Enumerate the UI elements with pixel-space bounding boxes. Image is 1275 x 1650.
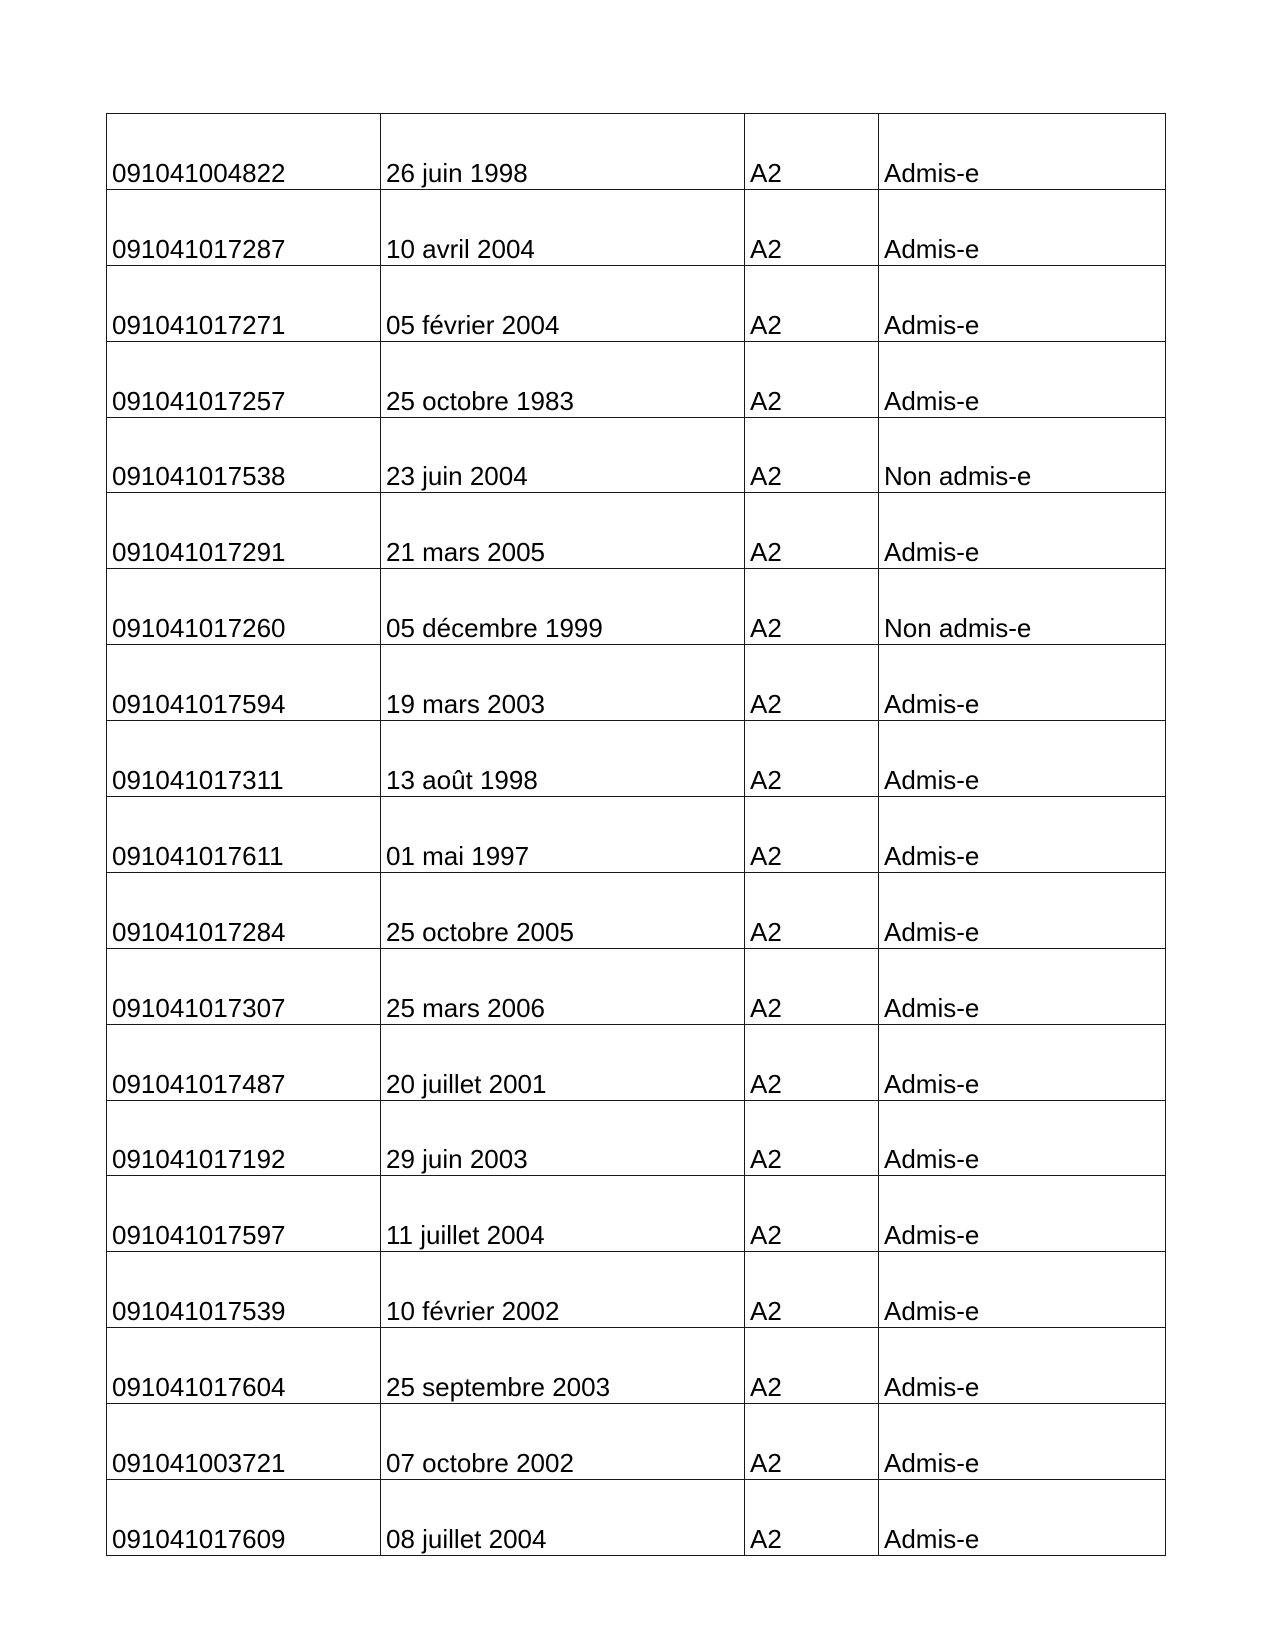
- result-status-cell: Admis-e: [879, 1404, 1166, 1480]
- result-status-cell: Admis-e: [879, 797, 1166, 873]
- result-status-cell: Admis-e: [879, 872, 1166, 948]
- result-status-cell: Admis-e: [879, 1480, 1166, 1556]
- level-cell: A2: [745, 189, 879, 265]
- level-cell: A2: [745, 872, 879, 948]
- table-row: [107, 1176, 1166, 1252]
- table-row: [107, 1404, 1166, 1480]
- table-row: [107, 721, 1166, 797]
- candidate-id-cell: 091041017291: [107, 493, 381, 569]
- result-status-cell: Admis-e: [879, 493, 1166, 569]
- candidate-id-cell: 091041017307: [107, 948, 381, 1024]
- result-status-cell: Admis-e: [879, 265, 1166, 341]
- candidate-id-cell: 091041017604: [107, 1328, 381, 1404]
- table-row: [107, 1024, 1166, 1100]
- candidate-id-cell: 091041017311: [107, 721, 381, 797]
- candidate-id-cell: 091041017611: [107, 797, 381, 873]
- candidate-id-cell: 091041017594: [107, 645, 381, 721]
- level-cell: A2: [745, 1252, 879, 1328]
- result-status-cell: Admis-e: [879, 948, 1166, 1024]
- result-status-cell: Admis-e: [879, 1100, 1166, 1176]
- level-cell: A2: [745, 493, 879, 569]
- birth-date-cell: 29 juin 2003: [381, 1100, 745, 1176]
- birth-date-cell: 26 juin 1998: [381, 114, 745, 190]
- level-cell: A2: [745, 948, 879, 1024]
- level-cell: A2: [745, 1176, 879, 1252]
- table-row: [107, 645, 1166, 721]
- level-cell: A2: [745, 1480, 879, 1556]
- candidate-id-cell: 091041017538: [107, 417, 381, 493]
- candidate-id-cell: 091041004822: [107, 114, 381, 190]
- birth-date-cell: 10 avril 2004: [381, 189, 745, 265]
- result-status-cell: Admis-e: [879, 1176, 1166, 1252]
- birth-date-cell: 13 août 1998: [381, 721, 745, 797]
- birth-date-cell: 25 octobre 1983: [381, 341, 745, 417]
- result-status-cell: Admis-e: [879, 1328, 1166, 1404]
- birth-date-cell: 19 mars 2003: [381, 645, 745, 721]
- result-status-cell: Admis-e: [879, 1024, 1166, 1100]
- level-cell: A2: [745, 645, 879, 721]
- results-table-body: [107, 114, 1166, 1556]
- level-cell: A2: [745, 265, 879, 341]
- level-cell: A2: [745, 1404, 879, 1480]
- birth-date-cell: 20 juillet 2001: [381, 1024, 745, 1100]
- result-status-cell: Non admis-e: [879, 417, 1166, 493]
- birth-date-cell: 25 mars 2006: [381, 948, 745, 1024]
- candidate-id-cell: 091041017487: [107, 1024, 381, 1100]
- level-cell: A2: [745, 417, 879, 493]
- level-cell: A2: [745, 1328, 879, 1404]
- candidate-id-cell: 091041017257: [107, 341, 381, 417]
- birth-date-cell: 05 février 2004: [381, 265, 745, 341]
- table-row: [107, 265, 1166, 341]
- birth-date-cell: 25 septembre 2003: [381, 1328, 745, 1404]
- candidate-id-cell: 091041017539: [107, 1252, 381, 1328]
- level-cell: A2: [745, 797, 879, 873]
- table-row: [107, 872, 1166, 948]
- candidate-id-cell: 091041017271: [107, 265, 381, 341]
- candidate-id-cell: 091041017287: [107, 189, 381, 265]
- birth-date-cell: 05 décembre 1999: [381, 569, 745, 645]
- candidate-id-cell: 091041017609: [107, 1480, 381, 1556]
- table-row: [107, 341, 1166, 417]
- table-row: [107, 493, 1166, 569]
- birth-date-cell: 11 juillet 2004: [381, 1176, 745, 1252]
- table-row: [107, 417, 1166, 493]
- result-status-cell: Admis-e: [879, 114, 1166, 190]
- birth-date-cell: 23 juin 2004: [381, 417, 745, 493]
- birth-date-cell: 01 mai 1997: [381, 797, 745, 873]
- level-cell: A2: [745, 114, 879, 190]
- level-cell: A2: [745, 1100, 879, 1176]
- table-row: [107, 1100, 1166, 1176]
- table-row: [107, 1328, 1166, 1404]
- birth-date-cell: 10 février 2002: [381, 1252, 745, 1328]
- level-cell: A2: [745, 1024, 879, 1100]
- result-status-cell: Admis-e: [879, 189, 1166, 265]
- table-row: [107, 189, 1166, 265]
- level-cell: A2: [745, 569, 879, 645]
- result-status-cell: Non admis-e: [879, 569, 1166, 645]
- candidate-id-cell: 091041003721: [107, 1404, 381, 1480]
- results-table: [106, 113, 1166, 1556]
- table-row: [107, 1252, 1166, 1328]
- birth-date-cell: 21 mars 2005: [381, 493, 745, 569]
- table-row: [107, 569, 1166, 645]
- result-status-cell: Admis-e: [879, 341, 1166, 417]
- result-status-cell: Admis-e: [879, 1252, 1166, 1328]
- level-cell: A2: [745, 721, 879, 797]
- candidate-id-cell: 091041017260: [107, 569, 381, 645]
- candidate-id-cell: 091041017597: [107, 1176, 381, 1252]
- birth-date-cell: 07 octobre 2002: [381, 1404, 745, 1480]
- table-row: [107, 797, 1166, 873]
- table-row: [107, 1480, 1166, 1556]
- result-status-cell: Admis-e: [879, 721, 1166, 797]
- birth-date-cell: 25 octobre 2005: [381, 872, 745, 948]
- candidate-id-cell: 091041017192: [107, 1100, 381, 1176]
- table-row: [107, 948, 1166, 1024]
- level-cell: A2: [745, 341, 879, 417]
- result-status-cell: Admis-e: [879, 645, 1166, 721]
- birth-date-cell: 08 juillet 2004: [381, 1480, 745, 1556]
- table-row: [107, 114, 1166, 190]
- candidate-id-cell: 091041017284: [107, 872, 381, 948]
